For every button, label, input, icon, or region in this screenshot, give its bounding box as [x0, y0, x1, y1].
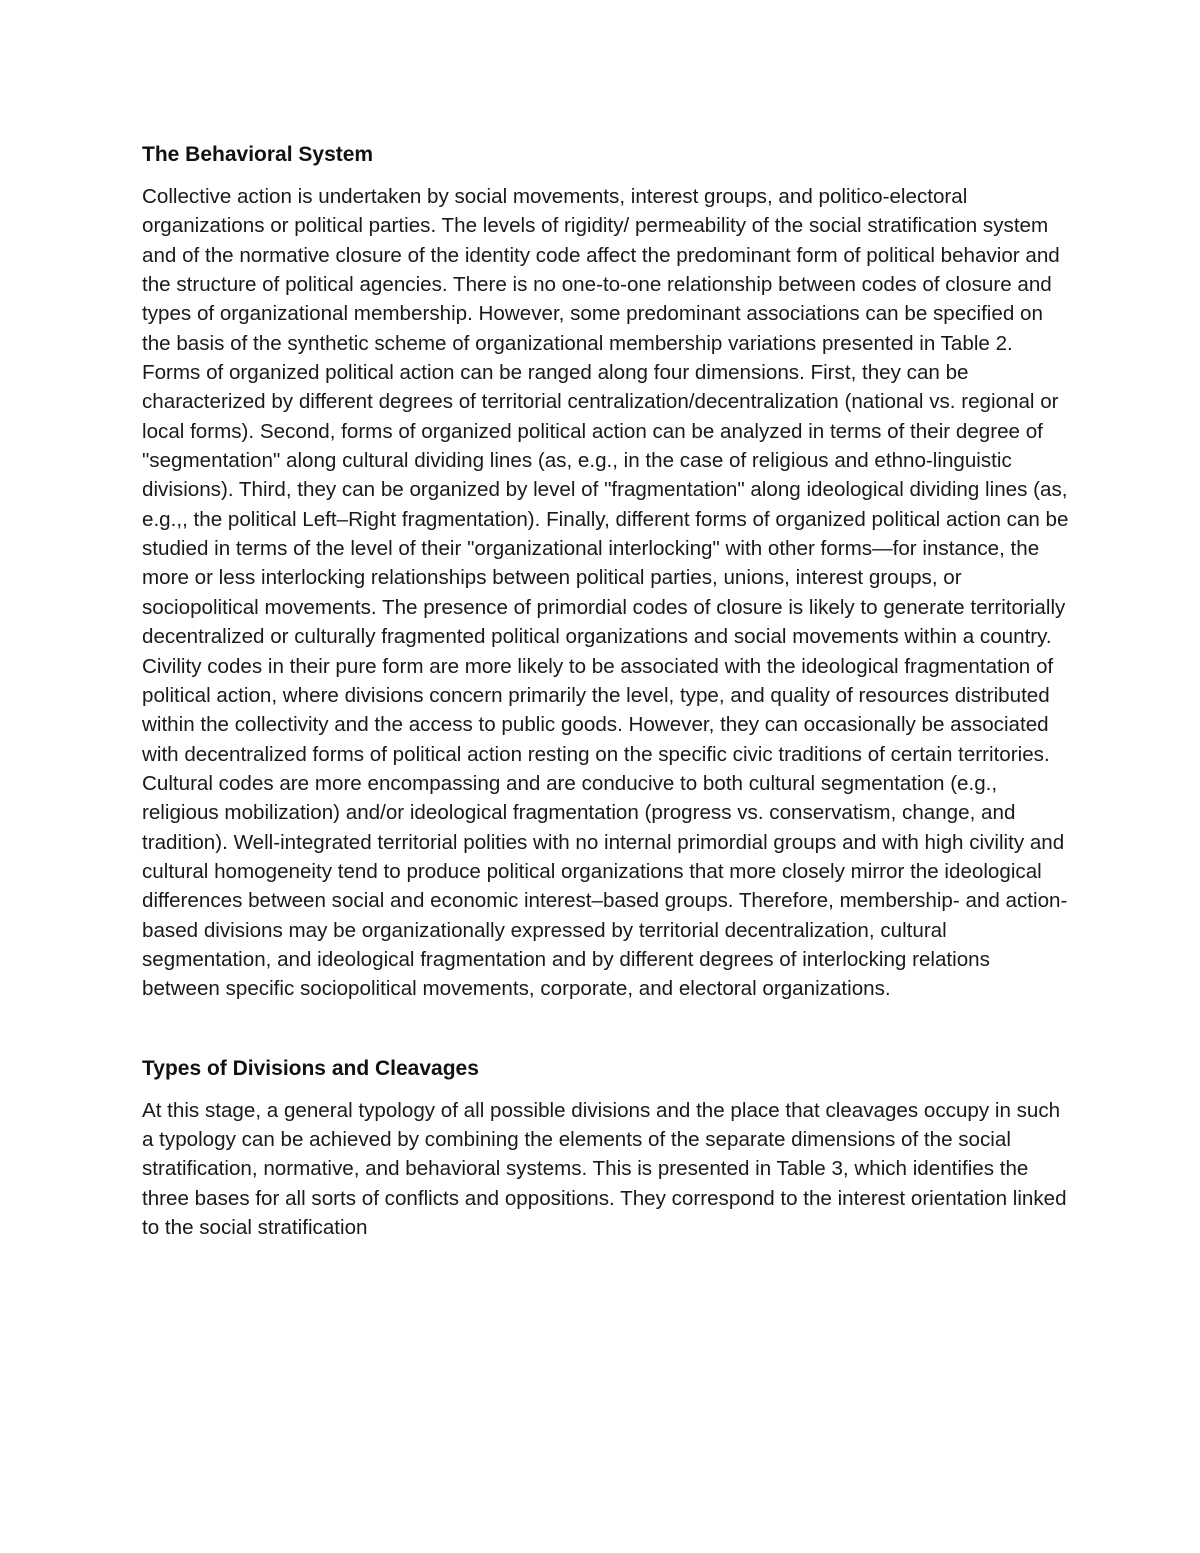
document-content [142, 140, 1072, 1242]
section-heading-behavioral-system: The Behavioral System [142, 143, 374, 166]
section-paragraph-behavioral-system: Collective action is undertaken by social movements, interest groups, and politico-electoral organizations or political parties. The levels of rigidity/ permeability of the social stratification system and of the normative closure of the identity code affect the predominant form of political behavior and the structure of political agencies. There is no one-to-one relationship between codes of closure and types of organizational membership. However, some predominant associations can be specified on the basis of the synthetic scheme of organizational membership variations presented in Table 2. Forms of organized political action can be ranged along four dimensions. First, they can be characterized by different degrees of territorial centralization/decentralization (national vs. regional or local forms). Second, forms of organized political action can be analyzed in terms of their degree of "segmentation" along cultural dividing lines (as, e.g., in the case of religious and ethno-linguistic divisions). Third, they can be organized by level of "fragmentation" along ideological dividing lines (as, e.g.,, the political Left–Right fragmentation). Finally, different forms of organized political action can be studied in terms of the level of their "organizational interlocking" with other forms—for instance, the more or less interlocking relationships between political parties, unions, interest groups, or sociopolitical movements. The presence of primordial codes of closure is likely to generate territorially decentralized or culturally fragmented political organizations and social movements within a country. Civility codes in their pure form are more likely to be associated with the ideological fragmentation of political action, where divisions concern primarily the level, type, and quality of resources distributed within the collectivity and the access to public goods. However, they can occasionally be associated with decentralized forms of political action resting on the specific civic traditions of certain territories. Cultural codes are more encompassing and are conducive to both cultural segmentation (e.g., religious mobilization) and/or ideological fragmentation (progress vs. conservatism, change, and tradition). Well-integrated territorial polities with no internal primordial groups and with high civility and cultural homogeneity tend to produce political organizations that more closely mirror the ideological differences between social and economic interest–based groups. Therefore, membership- and action-based divisions may be organizationally expressed by territorial decentralization, cultural segmentation, and ideological fragmentation and by different degrees of interlocking relations between specific sociopolitical movements, corporate, and electoral organizations. [142, 185, 1069, 1001]
section-paragraph-types-of-divisions: At this stage, a general typology of all possible divisions and the place that cleavages occupy in such a typology can be achieved by combining the elements of the separate dimensions of the social stratification, normative, and behavioral systems. This is presented in Table 3, which identifies the three bases for all sorts of conflicts and oppositions. They correspond to the interest orientation linked to the social stratification [142, 1098, 1067, 1239]
section-heading-types-of-divisions: Types of Divisions and Cleavages [142, 1056, 479, 1080]
section-spacer [142, 1004, 1072, 1054]
